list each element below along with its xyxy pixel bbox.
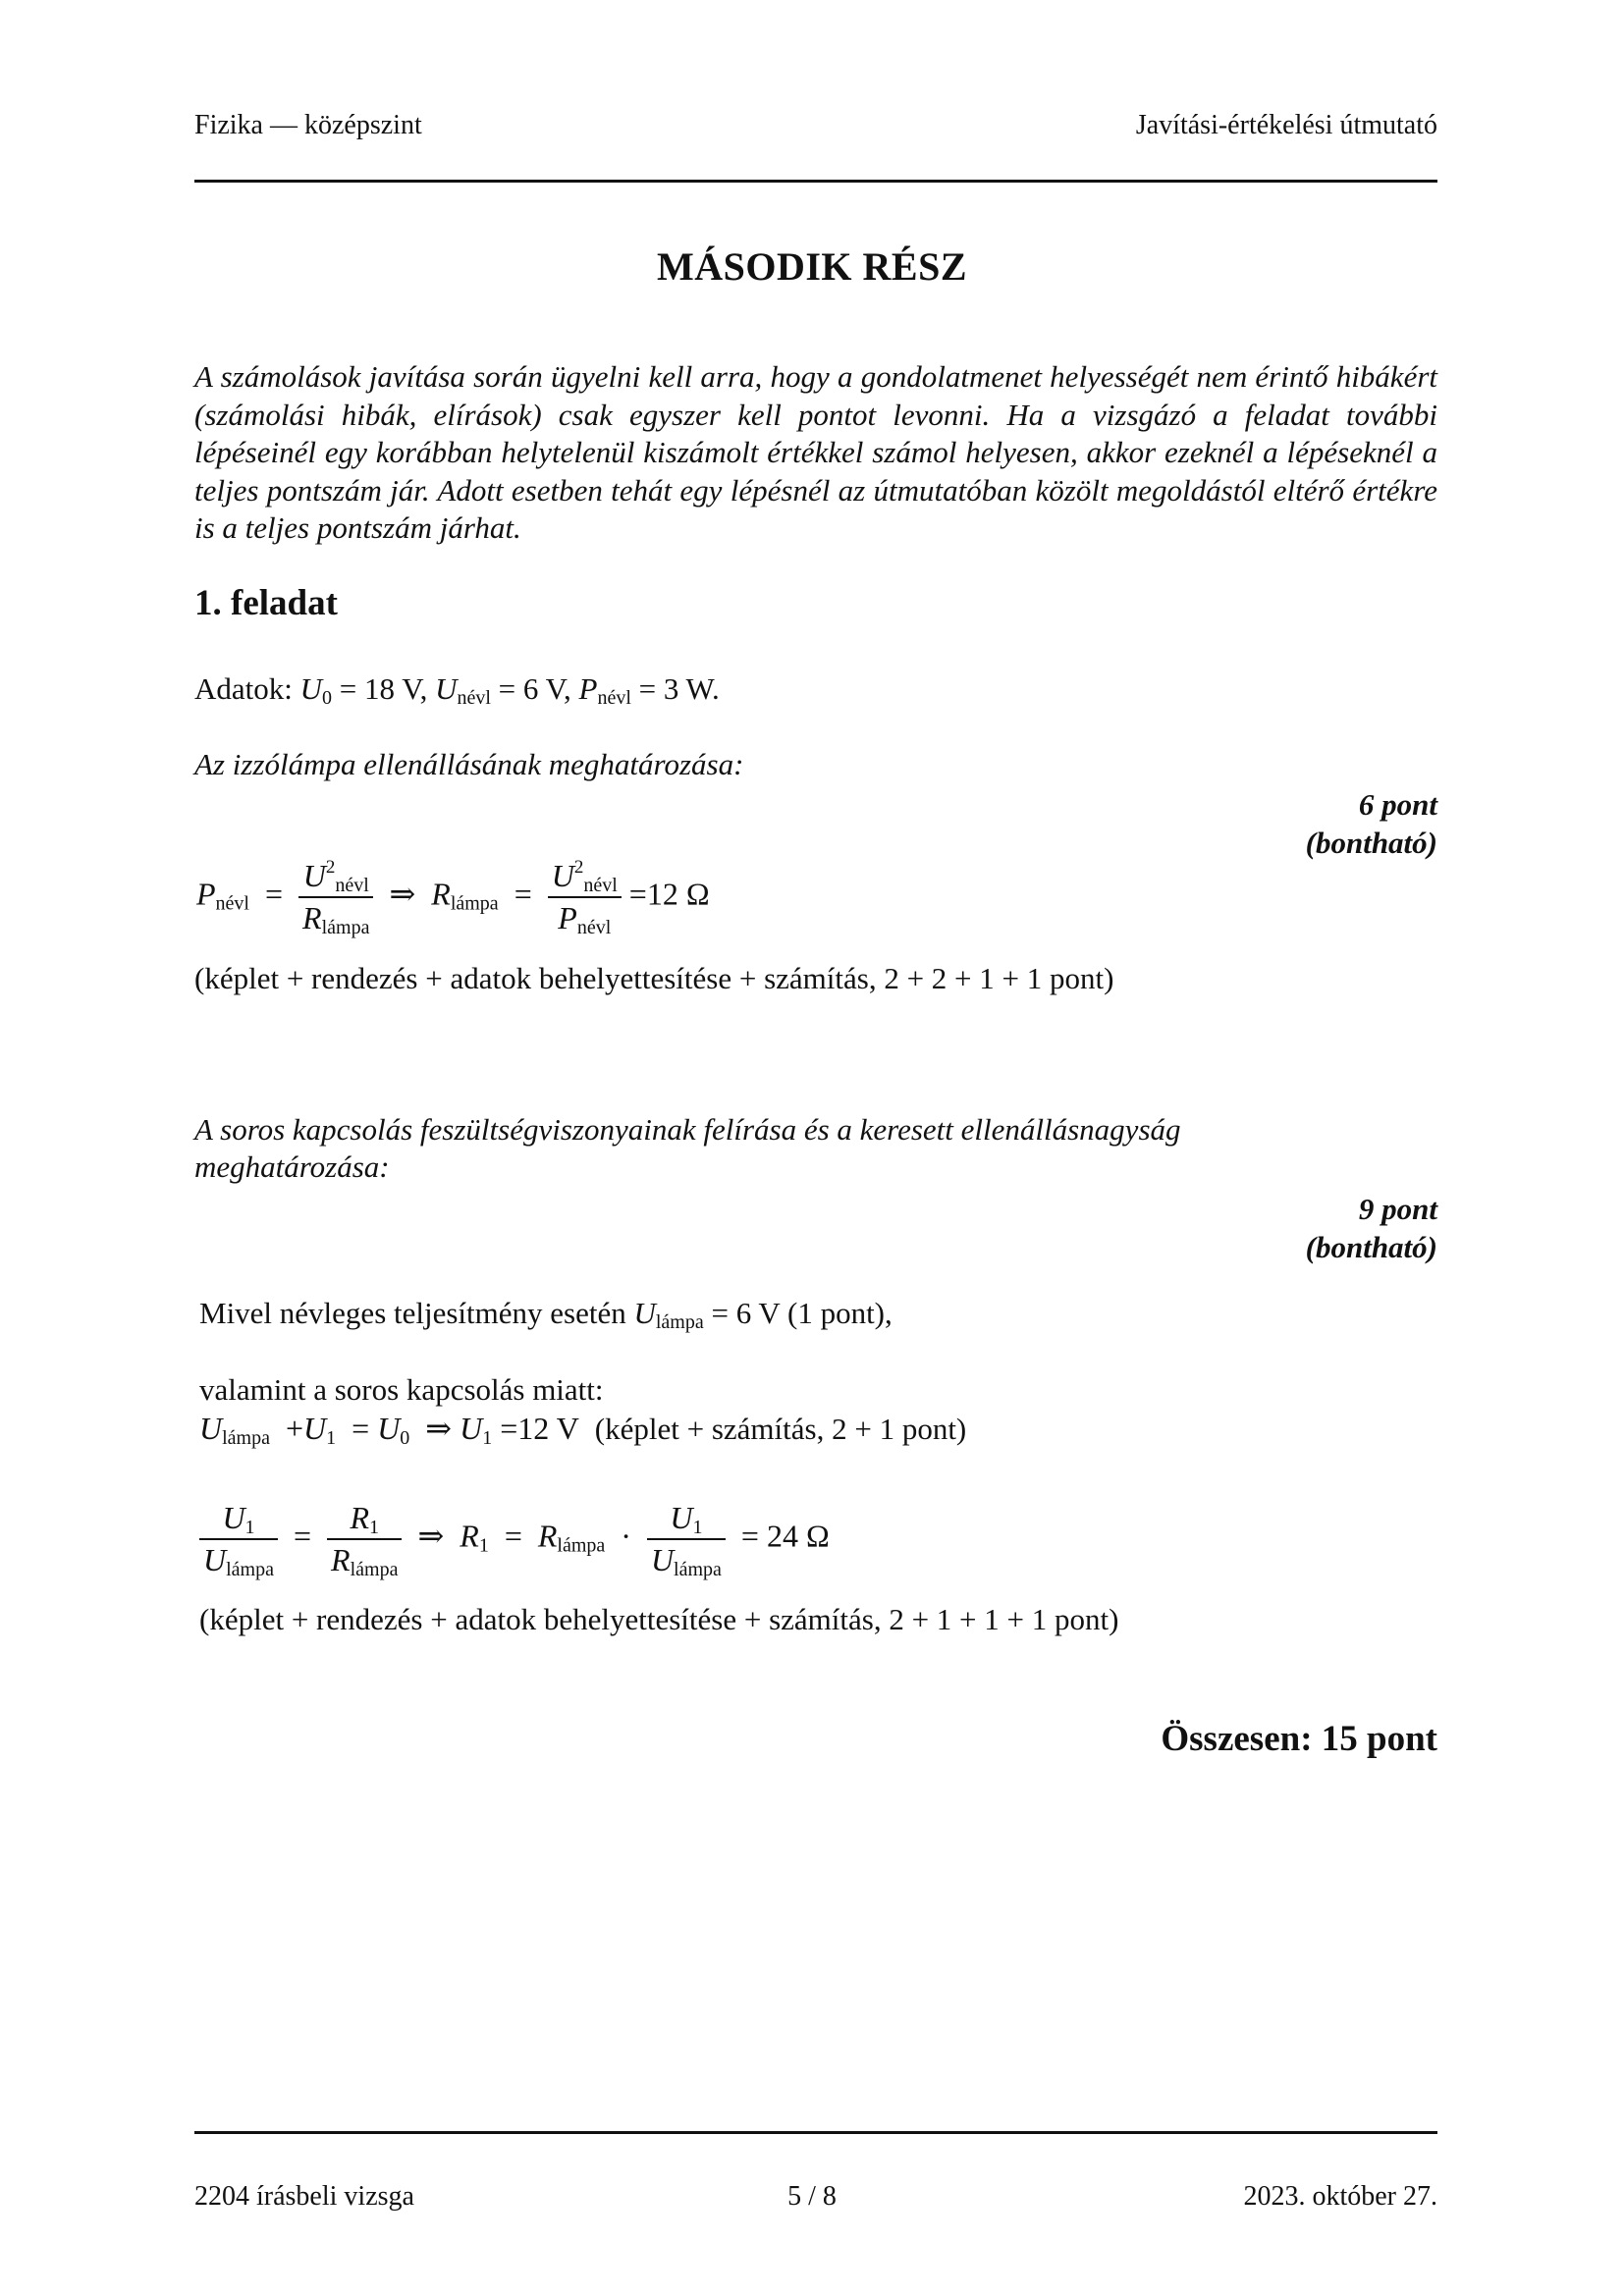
sub-nevl: névl — [215, 892, 249, 915]
given-data: Adatok: $U_0 = 18$ V, $U_{névl} = 6$ V, $P_{névl} = 3$ W. — [194, 671, 720, 709]
line-c-note: (képlet + számítás, 2 + 1 pont) — [594, 1412, 967, 1446]
step1-points-value: 6 pont — [1358, 787, 1437, 822]
sub-lampa: lámpa — [321, 917, 370, 938]
sub-lampa: lámpa — [226, 1559, 274, 1580]
task-title: 1. feladat — [194, 583, 338, 623]
given-pnevl: = 3 W. — [638, 671, 720, 706]
step2-note: (képlet + rendezés + adatok behelyettesítése + számítás, 2 + 1 + 1 + 1 pont) — [199, 1602, 1119, 1636]
sub-lampa: lámpa — [557, 1534, 606, 1557]
step2-divisible: (bontható) — [1305, 1230, 1437, 1264]
sub-nevl: névl — [576, 917, 612, 938]
frac-u2-over-p: $\frac{U^2_{névl}}{P_{névl}}$ — [548, 858, 622, 936]
page-title: MÁSODIK RÉSZ — [656, 244, 968, 289]
sub-nevl: névl — [457, 687, 491, 709]
sub-one: 1 — [478, 1534, 489, 1557]
sub-one: 1 — [482, 1427, 493, 1449]
given-unevl: = 6 V, — [498, 671, 571, 706]
sub-one: 1 — [369, 1517, 380, 1538]
sub-lampa: lámpa — [350, 1559, 399, 1580]
sub-nevl: névl — [597, 687, 631, 709]
step2-formula: $\frac{U_1}{U_{lámpa}}$ = $\frac{R_1}{R_{lámpa}}$ ⇒ $R_1 = R_{lámpa}$ · $\frac{U_1}{U_{lámpa}}$ = 24 Ω — [199, 1500, 830, 1578]
line-a-value: = 6 V (1 pont), — [711, 1296, 893, 1330]
step1-divisible: (bontható) — [1305, 826, 1437, 860]
sub-one: 1 — [692, 1517, 703, 1538]
total-points: Összesen: 15 pont — [1161, 1719, 1437, 1759]
step1-points — [1306, 785, 1437, 862]
line-c-result: =12 V — [500, 1411, 579, 1446]
frac-r1-over-rlampa: $\frac{R_1}{R_{lámpa}}$ — [327, 1500, 402, 1578]
header-doc-type: Javítási-értékelési útmutató — [1135, 110, 1437, 140]
sub-one: 1 — [326, 1427, 337, 1449]
sub-zero: 0 — [400, 1427, 410, 1449]
sub-nevl: névl — [583, 875, 618, 896]
line-a-text: Mivel névleges teljesítmény esetén — [199, 1296, 626, 1330]
step2-points — [1306, 1190, 1437, 1266]
sub-nevl: névl — [335, 875, 369, 896]
given-data-label: Adatok: — [194, 671, 293, 706]
step1-note: (képlet + rendezés + adatok behelyettesítése + számítás, 2 + 2 + 1 + 1 pont) — [194, 961, 1114, 995]
sub-lampa: lámpa — [674, 1559, 722, 1580]
given-u0: = 18 V, — [339, 671, 428, 706]
frac-u1-over-ulampa: $\frac{U_1}{U_{lámpa}}$ — [199, 1500, 278, 1578]
sub-zero: 0 — [322, 687, 333, 709]
step2-points-value: 9 pont — [1358, 1192, 1437, 1226]
footer-exam-code: 2204 írásbeli vizsga — [194, 2181, 414, 2212]
step1-result: =12 Ω — [628, 876, 710, 912]
step2-line-a: Mivel névleges teljesítmény esetén $U_{lámpa} = 6$ V (1 pont), — [199, 1296, 893, 1333]
sub-lampa: lámpa — [450, 892, 499, 915]
sub-lampa: lámpa — [222, 1427, 270, 1449]
header-rule — [194, 180, 1437, 183]
sub-one: 1 — [244, 1517, 255, 1538]
page-number: 5 / 8 — [787, 2181, 837, 2212]
line-d-result: = 24 Ω — [740, 1518, 830, 1554]
step2-heading: A soros kapcsolás feszültségviszonyainak felírása és a keresett ellenállásnagyság meghatározása: — [194, 1112, 1181, 1184]
header-subject: Fizika — középszint — [194, 110, 422, 140]
footer-rule — [194, 2131, 1437, 2134]
frac-u1-over-ulampa-2: $\frac{U_1}{U_{lámpa}}$ — [647, 1500, 726, 1578]
step1-formula: $P_{névl}$ = $\frac{U^2_{névl}}{R_{lámpa}}$ ⇒ $R_{lámpa}$ = $\frac{U^2_{névl}}{P_{névl}}$ =12 Ω — [196, 857, 710, 938]
step1-heading: Az izzólámpa ellenállásának meghatározása: — [194, 747, 744, 781]
intro-paragraph: A számolások javítása során ügyelni kell arra, hogy a gondolatmenet helyességét nem érintő hibákért (számolási hibák, elírások) csak egyszer kell pontot levonni. Ha a vizsgázó a feladat további lépéseinél egy korábban helytelenül kiszámolt értékkel számol helyesen, akkor ezeknél a lépéseknél a teljes pontszám jár. Adott esetben tehát egy lépésnél az útmutatóban közölt megoldástól eltérő értékre is a teljes pontszám járhat. — [194, 359, 1437, 545]
step2-line-b: valamint a soros kapcsolás miatt: — [199, 1372, 604, 1407]
step2-line-c: $U_{lámpa} +U_1 = U_0$ ⇒ $U_1 =12$ V (képlet + számítás, 2 + 1 pont) — [199, 1411, 967, 1449]
frac-u2-over-r: $\frac{U^2_{névl}}{R_{lámpa}}$ — [298, 858, 373, 936]
sub-lampa: lámpa — [655, 1311, 704, 1333]
footer-date: 2023. október 27. — [1243, 2181, 1437, 2212]
